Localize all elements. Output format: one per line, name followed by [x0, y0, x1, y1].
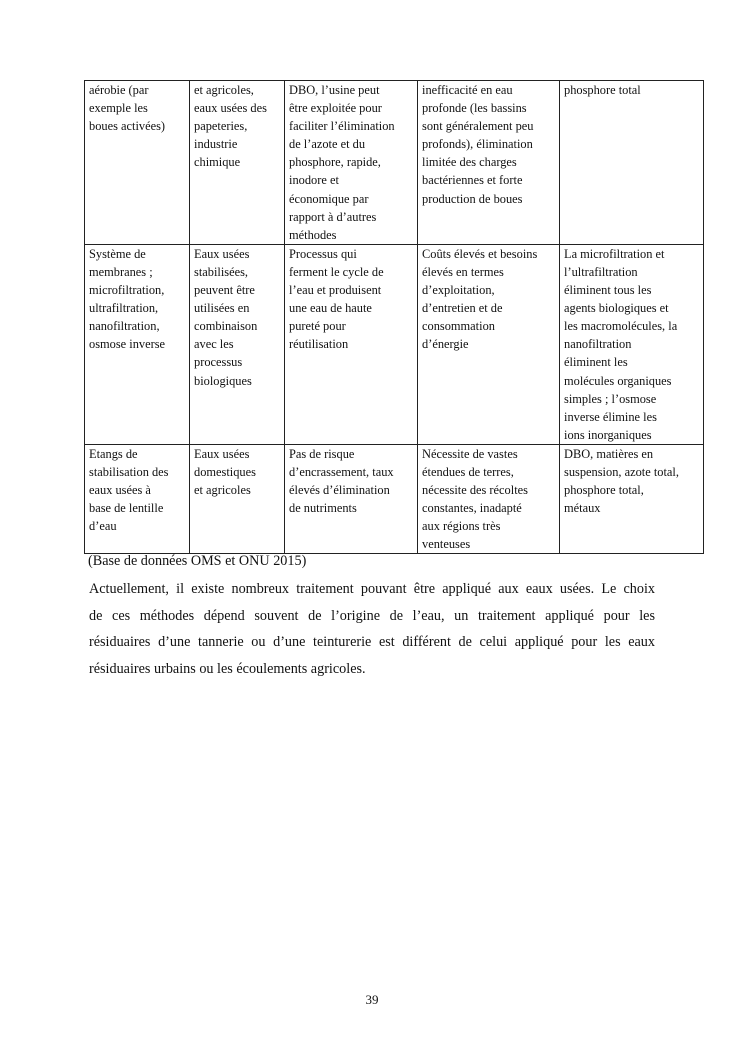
- table-cell: [285, 444, 418, 554]
- cell-text-line: phosphore total: [564, 83, 641, 97]
- cell-text-line: avec les: [194, 337, 234, 352]
- table-cell: [285, 81, 418, 245]
- cell-text-line: microfiltration,: [89, 283, 165, 298]
- cell-text-line: ferment le cycle de: [289, 264, 384, 279]
- cell-text-line: de l’azote et du: [289, 137, 366, 152]
- cell-text-line: production de boues: [422, 191, 523, 206]
- cell-text-line: peuvent être: [194, 283, 255, 298]
- cell-text-line: d’entretien et de: [422, 301, 503, 316]
- cell-text-line: domestiques: [194, 464, 256, 479]
- cell-text-line: élevés en termes: [422, 264, 504, 279]
- table-cell: [560, 444, 704, 554]
- cell-text-line: de nutriments: [289, 501, 357, 516]
- cell-text-line: nanofiltration: [564, 337, 632, 352]
- cell-text-line: inefficacité en eau: [422, 83, 513, 97]
- paragraph-line: résiduaires d’une tannerie ou d’une teinturerie est différent de celui appliqué pour les eaux: [89, 634, 655, 650]
- paragraph-line: résiduaires urbains ou les écoulements agricoles.: [89, 660, 366, 677]
- cell-text-line: Etangs de: [89, 446, 138, 461]
- cell-text-line: profonde (les bassins: [422, 101, 527, 116]
- table-cell: [560, 244, 704, 444]
- cell-text-line: combinaison: [194, 319, 258, 334]
- cell-text-line: processus: [194, 355, 243, 370]
- table-cell: [85, 244, 190, 444]
- cell-text-line: osmose inverse: [89, 337, 166, 352]
- cell-text-line: étendues de terres,: [422, 464, 514, 479]
- cell-text-line: stabilisation des: [89, 464, 169, 479]
- cell-text-line: et agricoles,: [194, 83, 254, 97]
- cell-text-line: bactériennes et forte: [422, 173, 523, 188]
- cell-text-line: nanofiltration,: [89, 319, 160, 334]
- cell-text-line: Nécessite de vastes: [422, 446, 518, 461]
- cell-text-line: phosphore total,: [564, 483, 644, 498]
- cell-text-line: eaux usées des: [194, 101, 267, 116]
- cell-text-line: eaux usées à: [89, 483, 151, 498]
- cell-text-line: aux régions très: [422, 519, 501, 534]
- cell-text-line: d’énergie: [422, 337, 469, 352]
- body-paragraph: [89, 576, 655, 682]
- cell-text-line: utilisées en: [194, 301, 250, 316]
- cell-text-line: constantes, inadapté: [422, 501, 522, 516]
- cell-text-line: rapport à d’autres: [289, 209, 377, 224]
- cell-text-line: méthodes: [289, 227, 337, 242]
- cell-text-line: aérobie (par: [89, 83, 149, 97]
- cell-text-line: exemple les: [89, 101, 148, 116]
- cell-text-line: molécules organiques: [564, 373, 672, 388]
- cell-text-line: ions inorganiques: [564, 427, 652, 442]
- cell-text-line: membranes ;: [89, 264, 153, 279]
- cell-text-line: inverse élimine les: [564, 409, 657, 424]
- table-body: [85, 81, 704, 554]
- cell-text-line: être exploitée pour: [289, 101, 382, 116]
- cell-text-line: industrie: [194, 137, 238, 152]
- cell-text-line: Eaux usées: [194, 446, 250, 461]
- cell-text-line: boues activées): [89, 119, 166, 134]
- cell-text-line: d’encrassement, taux: [289, 464, 394, 479]
- cell-text-line: faciliter l’élimination: [289, 119, 395, 134]
- treatment-comparison-table: [84, 80, 704, 554]
- cell-text-line: Processus qui: [289, 246, 357, 261]
- table-row: [85, 444, 704, 554]
- cell-text-line: chimique: [194, 155, 241, 170]
- table-cell: [560, 81, 704, 245]
- paragraph-line: de ces méthodes dépend souvent de l’origine de l’eau, un traitement appliqué pour les: [89, 607, 655, 624]
- cell-text-line: profonds), élimination: [422, 137, 533, 152]
- cell-text-line: biologiques: [194, 373, 252, 388]
- cell-text-line: limitée des charges: [422, 155, 517, 170]
- cell-text-line: consommation: [422, 319, 495, 334]
- cell-text-line: Coûts élevés et besoins: [422, 246, 538, 261]
- cell-text-line: Eaux usées: [194, 246, 250, 261]
- cell-text-line: venteuses: [422, 537, 471, 552]
- cell-text-line: inodore et: [289, 173, 339, 188]
- table-cell: [285, 244, 418, 444]
- cell-text-line: agents biologiques et: [564, 301, 669, 316]
- cell-text-line: pureté pour: [289, 319, 346, 334]
- page-number: 39: [365, 992, 379, 1007]
- cell-text-line: sont généralement peu: [422, 119, 534, 134]
- cell-text-line: économique par: [289, 191, 369, 206]
- cell-text-line: et agricoles: [194, 483, 251, 498]
- cell-text-line: les macromolécules, la: [564, 319, 678, 334]
- table-cell: [418, 81, 560, 245]
- cell-text-line: éliminent tous les: [564, 283, 652, 298]
- table-row: [85, 81, 704, 245]
- table-cell: [190, 81, 285, 245]
- cell-text-line: éliminent les: [564, 355, 628, 370]
- table-cell: [418, 244, 560, 444]
- cell-text-line: Système de: [89, 246, 146, 261]
- cell-text-line: stabilisées,: [194, 264, 249, 279]
- cell-text-line: phosphore, rapide,: [289, 155, 381, 170]
- table-cell: [190, 244, 285, 444]
- cell-text-line: métaux: [564, 501, 601, 516]
- cell-text-line: une eau de haute: [289, 301, 372, 316]
- cell-text-line: papeteries,: [194, 119, 248, 134]
- table-cell: [85, 444, 190, 554]
- cell-text-line: suspension, azote total,: [564, 464, 679, 479]
- cell-text-line: base de lentille: [89, 501, 164, 516]
- table-cell: [418, 444, 560, 554]
- table-row: [85, 244, 704, 444]
- cell-text-line: ultrafiltration,: [89, 301, 159, 316]
- cell-text-line: réutilisation: [289, 337, 349, 352]
- cell-text-line: d’eau: [89, 519, 117, 534]
- table-source-note: (Base de données OMS et ONU 2015): [88, 553, 307, 569]
- cell-text-line: d’exploitation,: [422, 283, 495, 298]
- table-cell: [85, 81, 190, 245]
- cell-text-line: nécessite des récoltes: [422, 483, 528, 498]
- cell-text-line: DBO, l’usine peut: [289, 83, 380, 97]
- cell-text-line: La microfiltration et: [564, 246, 665, 261]
- paragraph-line: Actuellement, il existe nombreux traitement pouvant être appliqué aux eaux usées. Le choix: [89, 581, 655, 597]
- cell-text-line: l’ultrafiltration: [564, 264, 638, 279]
- cell-text-line: DBO, matières en: [564, 446, 654, 461]
- table-cell: [190, 444, 285, 554]
- cell-text-line: élevés d’élimination: [289, 483, 390, 498]
- cell-text-line: Pas de risque: [289, 446, 355, 461]
- cell-text-line: l’eau et produisent: [289, 283, 382, 298]
- cell-text-line: simples ; l’osmose: [564, 391, 657, 406]
